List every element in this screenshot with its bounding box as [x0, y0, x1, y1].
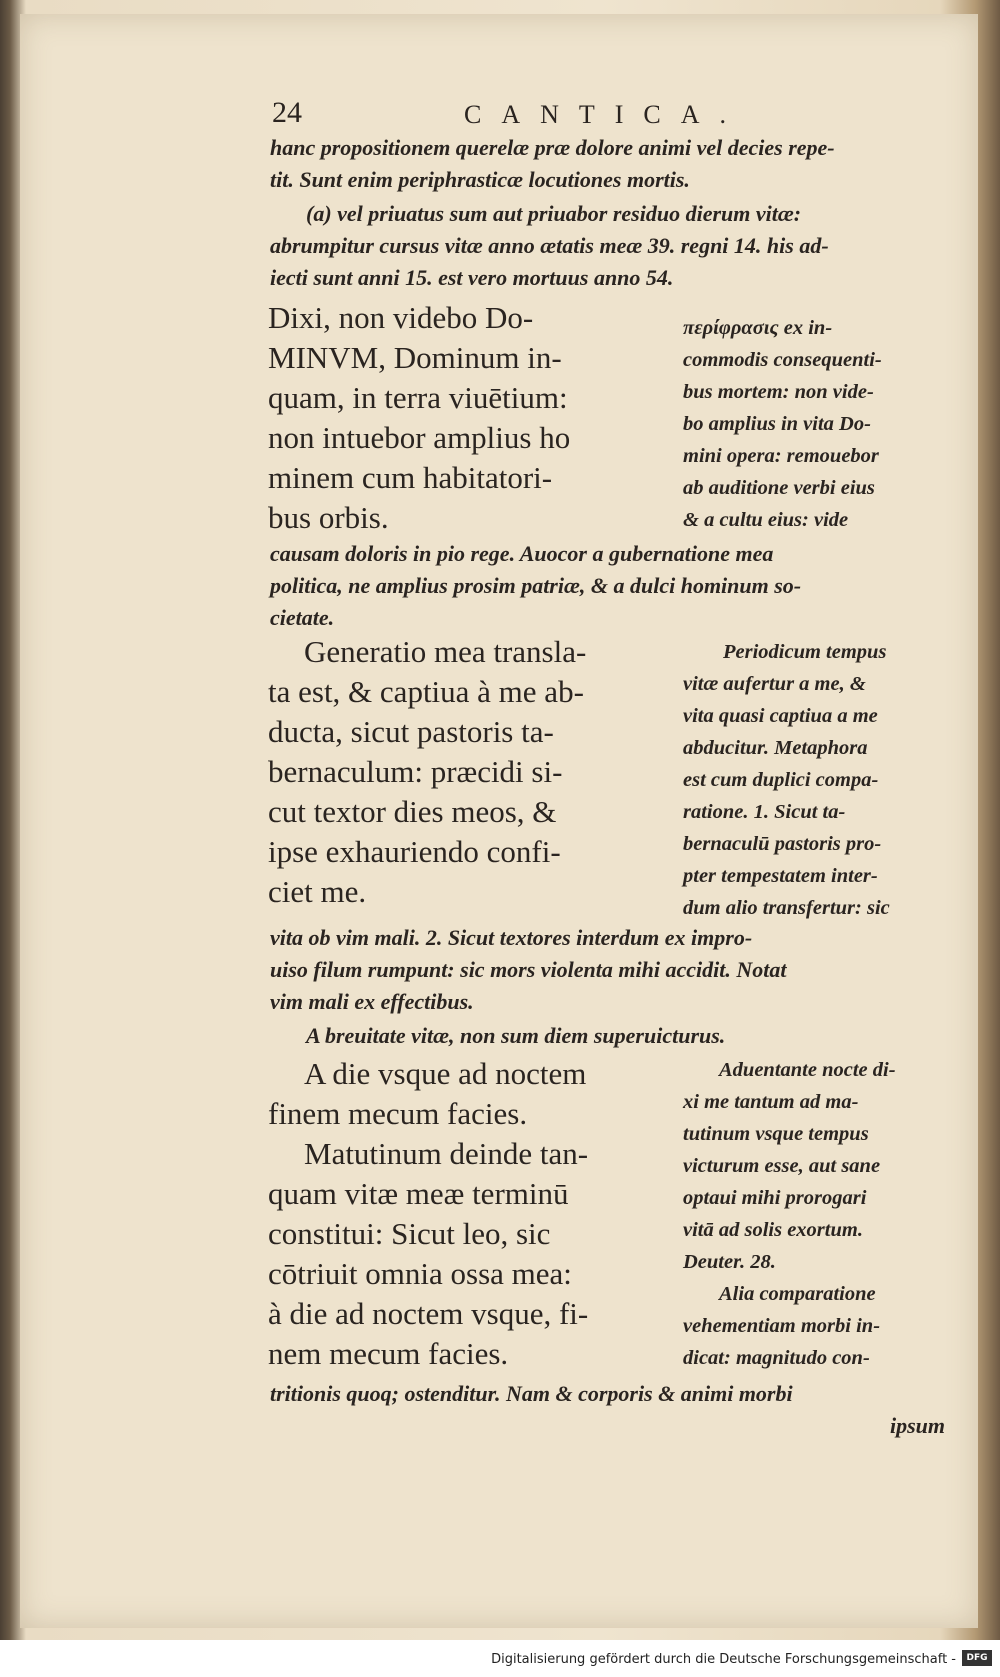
verse-line: ta est, & captiua à me ab-	[268, 674, 584, 709]
commentary-block-2	[270, 198, 960, 294]
text-line: tritionis quoq; ostenditur. Nam & corporis & animi morbi	[270, 1381, 793, 1406]
gloss-line: victurum esse, aut sane	[683, 1155, 881, 1177]
verse-line: finem mecum facies.	[268, 1096, 528, 1131]
commentary-block-6	[270, 1378, 960, 1442]
verse-line: MINVM, Dominum in-	[268, 340, 562, 375]
verse-line: cōtriuit omnia ossa mea:	[268, 1256, 572, 1291]
text-line: hanc propositionem querelæ præ dolore animi vel decies repe-	[270, 135, 835, 160]
gloss-line: Deuter. 28.	[683, 1251, 776, 1273]
gloss-line: vehementiam morbi in-	[683, 1315, 881, 1337]
gloss-line: tutinum vsque tempus	[683, 1123, 869, 1145]
verse-line: bus orbis.	[268, 500, 389, 535]
verse-line: Matutinum deinde tan-	[304, 1136, 589, 1171]
verse-line: Generatio mea transla-	[304, 634, 587, 669]
running-title: CANTICA.	[464, 100, 747, 129]
verse-line: quam, in terra viuētium:	[268, 380, 568, 415]
text-line: cietate.	[270, 605, 335, 630]
margin-gloss-1	[683, 312, 963, 536]
gloss-line: Periodicum tempus	[723, 641, 887, 663]
text-line: A breuitate vitæ, non sum diem superuicturus.	[306, 1023, 726, 1048]
text-line: uiso filum rumpunt: sic mors violenta mihi accidit. Notat	[270, 957, 787, 982]
text-line: vim mali ex effectibus.	[270, 989, 474, 1014]
verse-line: A die vsque ad noctem	[304, 1056, 587, 1091]
gloss-line: optaui mihi prorogari	[683, 1187, 867, 1209]
gloss-line: Aduentante nocte di-	[719, 1059, 896, 1081]
gloss-line: abducitur. Metaphora	[683, 737, 868, 759]
verse-line: constitui: Sicut leo, sic	[268, 1216, 551, 1251]
gloss-line: mini opera: remouebor	[683, 445, 879, 467]
gloss-line: dicat: magnitudo con-	[683, 1347, 870, 1369]
commentary-block-1	[270, 132, 960, 196]
text-line: vita ob vim mali. 2. Sicut textores interdum ex impro-	[270, 925, 753, 950]
page-number: 24	[272, 96, 302, 129]
commentary-block-4	[270, 922, 960, 1018]
verse-line: minem cum habitatori-	[268, 460, 553, 495]
commentary-block-5	[270, 1020, 960, 1052]
gloss-line: περίφρασις ex in-	[683, 317, 833, 339]
gloss-line: bo amplius in vita Do-	[683, 413, 871, 435]
verse-line: bernaculum: præcidi si-	[268, 754, 563, 789]
catchword: ipsum	[889, 1413, 945, 1438]
text-line: tit. Sunt enim periphrasticæ locutiones mortis.	[270, 167, 690, 192]
dfg-logo: DFG	[962, 1650, 992, 1666]
gloss-line: bernaculū pastoris pro-	[683, 833, 882, 855]
commentary-block-3	[270, 538, 960, 634]
margin-gloss-2	[683, 636, 963, 924]
verse-line: ducta, sicut pastoris ta-	[268, 714, 554, 749]
gloss-line: & a cultu eius: vide	[683, 509, 849, 531]
verse-line: ciet me.	[268, 874, 367, 909]
digitization-footer	[0, 1640, 1000, 1677]
gloss-line: Alia comparatione	[719, 1283, 876, 1305]
gloss-line: xi me tantum ad ma-	[683, 1091, 859, 1113]
verse-block-1	[268, 298, 663, 538]
gloss-line: dum alio transfertur: sic	[683, 897, 890, 919]
gloss-line: ratione. 1. Sicut ta-	[683, 801, 846, 823]
gloss-line: pter tempestatem inter-	[683, 865, 878, 887]
gloss-line: bus mortem: non vide-	[683, 381, 874, 403]
verse-line: à die ad noctem vsque, fi-	[268, 1296, 589, 1331]
gloss-line: est cum duplici compa-	[683, 769, 879, 791]
gloss-line: ab auditione verbi eius	[683, 477, 875, 499]
text-line: (a) vel priuatus sum aut priuabor residuo dierum vitæ:	[306, 201, 802, 226]
text-line: politica, ne amplius prosim patriæ, & a dulci hominum so-	[270, 573, 802, 598]
footer-credit: Digitalisierung gefördert durch die Deutsche Forschungsgemeinschaft -	[491, 1652, 956, 1667]
verse-line: ipse exhauriendo confi-	[268, 834, 561, 869]
verse-block-3	[268, 1054, 663, 1374]
text-line: iecti sunt anni 15. est vero mortuus anno 54.	[270, 265, 674, 290]
text-line: causam doloris in pio rege. Auocor a gubernatione mea	[270, 541, 774, 566]
gloss-line: commodis consequenti-	[683, 349, 882, 371]
verse-block-2	[268, 632, 663, 912]
margin-gloss-3	[683, 1054, 963, 1374]
gloss-line: vitæ aufertur a me, &	[683, 673, 866, 695]
gloss-line: vitā ad solis exortum.	[683, 1219, 863, 1241]
verse-line: Dixi, non videbo Do-	[268, 300, 534, 335]
verse-line: non intuebor amplius ho	[268, 420, 571, 455]
gloss-line: vita quasi captiua a me	[683, 705, 878, 727]
verse-line: quam vitæ meæ terminū	[268, 1176, 569, 1211]
verse-line: nem mecum facies.	[268, 1336, 509, 1371]
verse-line: cut textor dies meos, &	[268, 794, 557, 829]
page-header	[272, 96, 972, 136]
text-line: abrumpitur cursus vitæ anno ætatis meæ 39. regni 14. his ad-	[270, 233, 829, 258]
